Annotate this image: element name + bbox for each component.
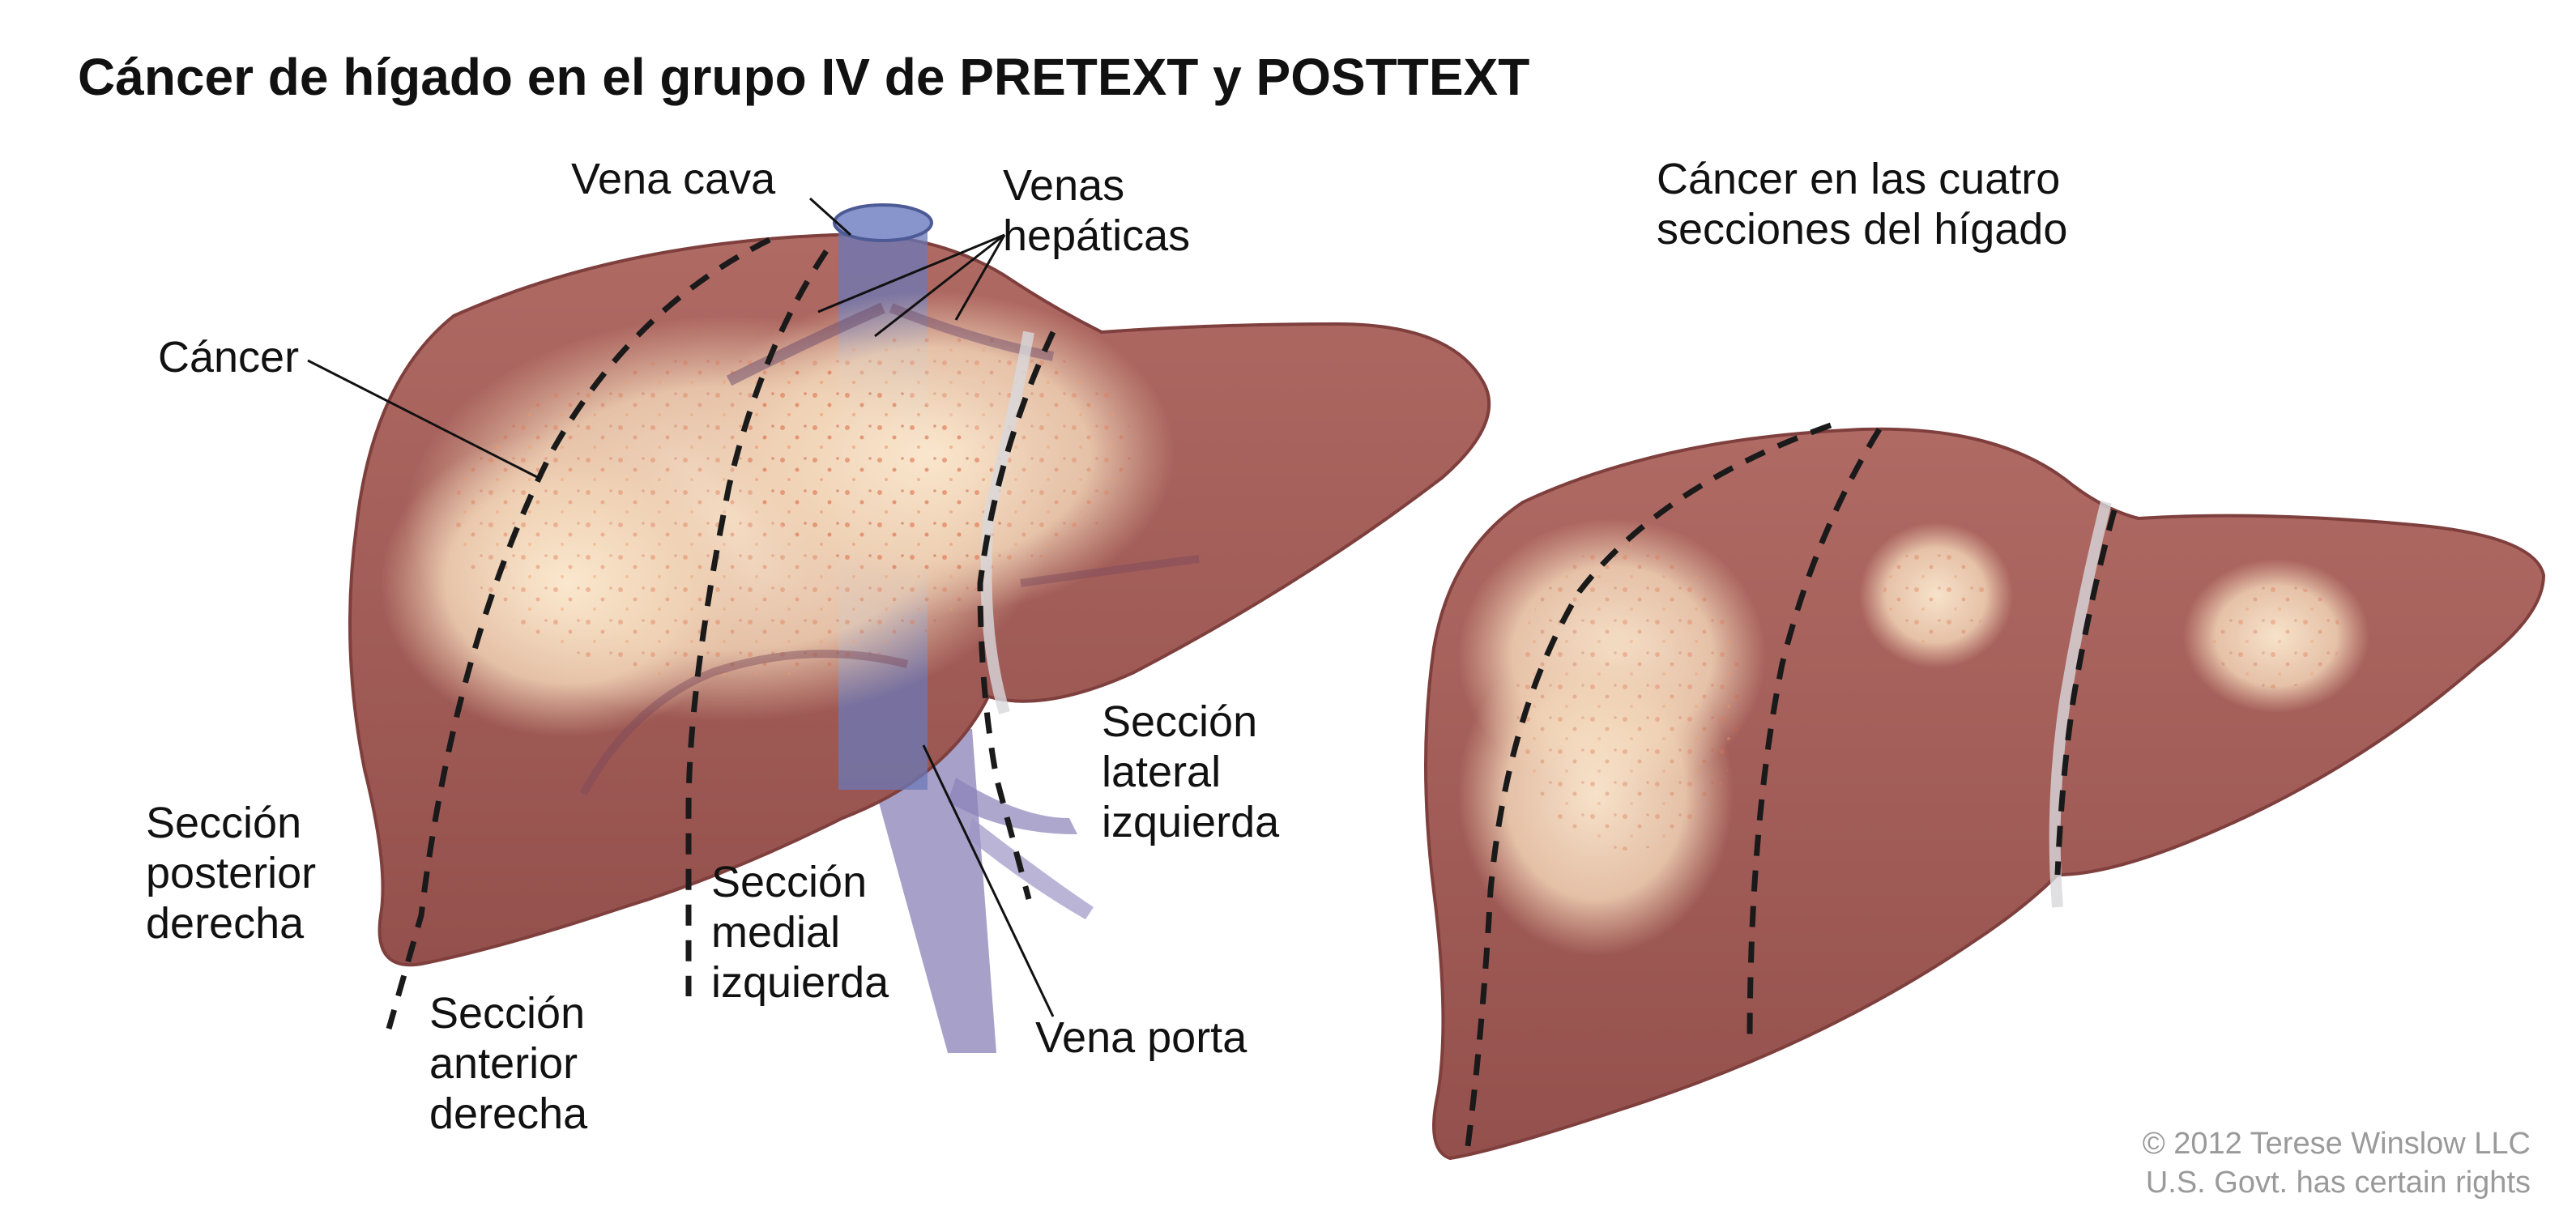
- figure-title: Cáncer de hígado en el grupo IV de PRETEXT y POSTTEXT: [78, 48, 1530, 106]
- credit-line1: © 2012 Terese Winslow LLC: [2142, 1127, 2531, 1161]
- label-medial-line3: izquierda: [711, 958, 889, 1007]
- label-anterior-line2: anterior: [429, 1039, 578, 1088]
- label-cancer: Cáncer: [158, 333, 300, 382]
- label-lateral-line3: izquierda: [1102, 798, 1280, 846]
- label-posterior-line1: Sección: [146, 799, 302, 847]
- label-venas-hepaticas-line1: Venas: [1003, 161, 1125, 210]
- label-vena-porta: Vena porta: [1035, 1013, 1247, 1062]
- label-venas-hepaticas-line2: hepáticas: [1003, 211, 1191, 260]
- right-liver-caption: [1657, 154, 2067, 254]
- label-lateral-line2: lateral: [1102, 748, 1222, 796]
- right-caption-line1: Cáncer en las cuatro: [1657, 155, 2061, 203]
- right-caption-line2: secciones del hígado: [1657, 205, 2068, 254]
- label-seccion-medial-izquierda: [711, 857, 889, 1008]
- label-anterior-line1: Sección: [429, 989, 586, 1038]
- label-vena-cava: Vena cava: [571, 155, 776, 203]
- vena-cava-top: [834, 205, 932, 241]
- credit-line2: U.S. Govt. has certain rights: [2145, 1166, 2531, 1200]
- label-posterior-line3: derecha: [146, 899, 305, 948]
- right-liver: [1426, 425, 2544, 1158]
- label-venas-hepaticas: [1003, 160, 1190, 261]
- label-seccion-lateral-izquierda: [1102, 697, 1279, 847]
- label-lateral-line1: Sección: [1102, 697, 1258, 746]
- label-seccion-posterior-derecha: [146, 798, 316, 949]
- label-posterior-line2: posterior: [146, 849, 317, 897]
- label-medial-line2: medial: [711, 908, 841, 957]
- label-anterior-line3: derecha: [429, 1089, 588, 1138]
- label-seccion-anterior-derecha: [429, 988, 587, 1139]
- copyright-credit: [2143, 1124, 2531, 1202]
- label-medial-line1: Sección: [711, 858, 868, 906]
- left-liver: [308, 198, 1489, 1053]
